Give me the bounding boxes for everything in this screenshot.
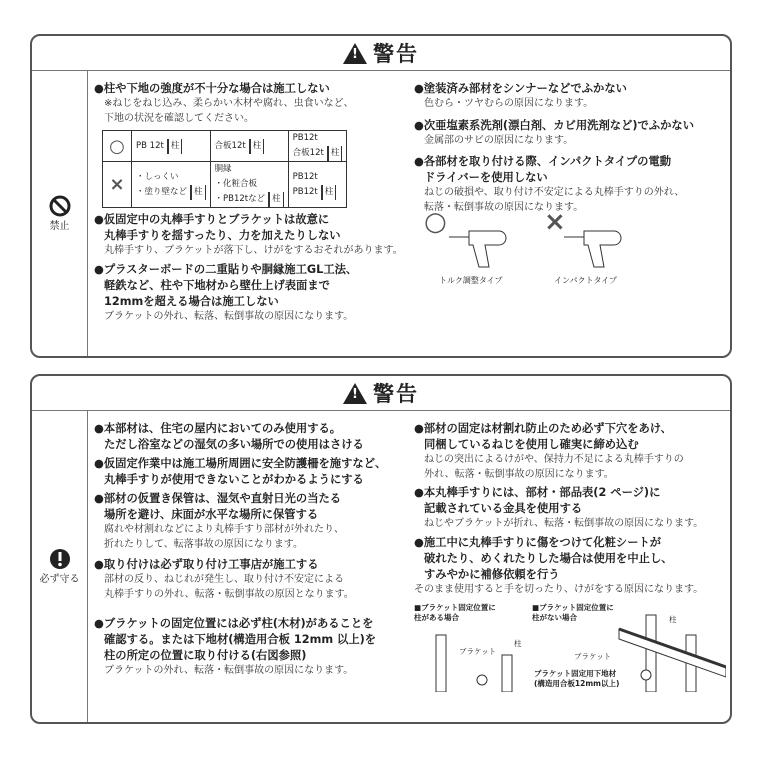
item-heading: 柱の所定の位置に取り付ける(右図参照) <box>104 649 307 662</box>
side-label <box>32 71 88 356</box>
right-column <box>414 418 726 692</box>
bracket-position-figure <box>414 597 726 692</box>
item-note: ねじの破損や、取り付け不安定による丸棒手すりの外れ、 <box>424 187 685 198</box>
post-label: 柱 <box>190 185 206 200</box>
item-note: ブラケットの外れ、転落、転倒事故の原因になります。 <box>104 310 354 322</box>
item-heading: 同梱しているねじを使用し確実に締め込む <box>424 438 639 451</box>
item-heading: ●ブラケットの固定位置には必ず柱(木材)があることを <box>94 617 374 630</box>
item-heading: ●プラスターボードの二重貼りや胴縁施工GL工法、 <box>94 262 358 276</box>
panel-title: 警告 <box>373 42 419 66</box>
item-heading: ●本部材は、住宅の屋内においてのみ使用する。 <box>94 422 342 435</box>
base-label: (構造用合板12mm以上) <box>534 679 620 688</box>
item-heading: ●部材の仮置き保管は、湿気や直射日光の当たる <box>94 492 342 505</box>
item-heading: すみやかに補修依頼を行う <box>424 567 560 581</box>
ok-mark: ○ <box>424 207 447 237</box>
base-label: ブラケット固定用下地材 <box>534 669 617 678</box>
item-heading: 場所を避け、床面が水平な場所に保管する <box>104 508 319 521</box>
item-heading: ●塗装済み部材をシンナーなどでふかない <box>414 82 627 95</box>
post-label: 柱 <box>321 185 337 200</box>
cell-text: PB 12t <box>136 140 164 151</box>
item-note: ※ねじをねじ込み、柔らかい木材や腐れ、虫食いなど、 <box>104 98 354 109</box>
cell-text: 合板12t <box>292 148 324 158</box>
item-note: そのまま使用すると手を切ったり、けがをする原因になります。 <box>414 583 704 595</box>
torque-drill-icon <box>449 227 509 272</box>
figure-caption: ■ブラケット固定位置に <box>414 603 496 612</box>
cell-text: PB12t <box>292 133 318 143</box>
item-note: 折れたりして、転落事故の原因になります。 <box>104 538 303 550</box>
item-heading: ●柱や下地の強度が不十分な場合は施工しない <box>94 82 330 95</box>
item-note: 金属部のサビの原因になります。 <box>424 134 574 146</box>
cell-text: 合板12t <box>214 140 246 151</box>
item-heading: ●本丸棒手すりには、部材・部品表(2 ページ)に <box>414 486 661 499</box>
bracket-label: ブラケット <box>459 647 497 656</box>
post-label: 柱 <box>669 615 677 624</box>
item-heading: ●取り付けは必ず取り付け工事店が施工する <box>94 558 319 571</box>
bracket-label: ブラケット <box>574 652 612 661</box>
post-label: 柱 <box>514 639 522 648</box>
item-note: 丸棒手すりの外れ、転落・転倒事故の原因となります。 <box>104 588 354 600</box>
right-column <box>414 78 726 285</box>
post-label: 柱 <box>249 139 265 154</box>
item-note: 丸棒手すり、ブラケットが落下し、けがをするおそれがあります。 <box>104 245 403 256</box>
item-heading: ●次亜塩素系洗剤(漂白剤、カビ用洗剤など)でふかない <box>414 118 695 132</box>
item-heading: 丸棒手すりを揺すったり、力を加えたりしない <box>104 229 341 242</box>
item-heading: ドライバーを使用しない <box>424 171 548 184</box>
panel-title: 警告 <box>373 382 419 406</box>
post-label: 柱 <box>167 139 183 154</box>
side-label-text: 必ず守る <box>39 574 80 585</box>
prohibited-icon <box>49 195 71 217</box>
item-heading: 軽鉄など、柱や下地材から壁仕上げ表面まで <box>104 278 330 292</box>
item-note: 色むら・ツヤむらの原因になります。 <box>424 98 594 109</box>
figure-caption: ■ブラケット固定位置に <box>532 603 614 612</box>
panel-header <box>32 376 730 411</box>
item-note: ブラケットの外れ、転落・転倒事故の原因になります。 <box>104 665 354 676</box>
cell-text: 胴縁 <box>214 164 232 174</box>
drill-label: トルク調整タイプ <box>439 276 503 285</box>
ok-mark: ○ <box>103 131 132 162</box>
post-label: 柱 <box>268 192 284 207</box>
cell-text: PB12t <box>292 171 318 182</box>
post-label: 柱 <box>327 146 343 161</box>
item-note: 外れ、転落・転倒事故の原因になります。 <box>424 468 614 480</box>
item-heading: 記載されている金具を使用する <box>424 502 583 515</box>
mandatory-icon <box>49 548 71 570</box>
figure-caption: 柱がない場合 <box>532 613 577 622</box>
warning-icon <box>343 43 367 64</box>
warning-panel-mandatory <box>30 374 732 724</box>
item-note: ねじやブラケットが折れ、転落・転倒事故の原因になります。 <box>424 518 704 529</box>
warning-panel-prohibited <box>30 34 732 358</box>
item-note: 腐れや材割れなどにより丸棒手すり部材が外れたり、 <box>104 524 344 535</box>
side-label <box>32 411 88 722</box>
item-heading: ●施工中に丸棒手すりに傷をつけて化粧シートが <box>414 535 662 549</box>
drill-label: インパクトタイプ <box>554 276 618 285</box>
item-note: 転落・転倒事故の原因になります。 <box>424 201 584 213</box>
item-heading: 丸棒手すりが使用できないことがわかるようにする <box>104 473 364 486</box>
impact-drill-icon <box>564 227 624 272</box>
item-heading: ●仮固定作業中は施工場所周囲に安全防護柵を施すなど、 <box>94 457 387 470</box>
item-note: 下地の状況を確認してください。 <box>104 112 254 124</box>
item-note: 部材の反り、ねじれが発生し、取り付け不安定による <box>104 574 344 585</box>
item-heading: ●部材の固定は材割れ防止のため必ず下穴をあけ、 <box>414 422 672 435</box>
cell-text: ・しっくい <box>136 171 179 182</box>
left-column <box>94 418 414 679</box>
figure-caption: 柱がある場合 <box>414 613 459 622</box>
warning-icon <box>343 383 367 404</box>
panel-header <box>32 36 730 71</box>
item-heading: ただし浴室などの湿気の多い場所での使用はさける <box>104 438 364 451</box>
ng-mark: × <box>544 207 566 237</box>
item-heading: 破れたり、めくれたりした場合は使用を中止し、 <box>424 551 673 565</box>
ng-mark: × <box>103 162 132 208</box>
item-heading: 12mmを超える場合は施工しない <box>104 294 279 308</box>
side-label-text: 禁止 <box>49 221 70 232</box>
cell-text: PB12t <box>292 186 318 197</box>
item-heading: ●各部材を取り付ける際、インパクトタイプの電動 <box>414 155 672 168</box>
item-heading: ●仮固定中の丸棒手すりとブラケットは故意に <box>94 213 330 226</box>
cell-text: ・塗り壁など <box>136 186 188 197</box>
cell-text: ・PB12tなど <box>214 194 266 204</box>
item-heading: 確認する。または下地材(構造用合板 12mm 以上)を <box>104 633 377 646</box>
left-column <box>94 78 414 324</box>
item-note: ねじの突出によるけがや、保持力不足による丸棒手すりの <box>424 454 684 465</box>
cell-text: ・化粧合板 <box>214 179 258 189</box>
wall-condition-table <box>102 130 347 208</box>
